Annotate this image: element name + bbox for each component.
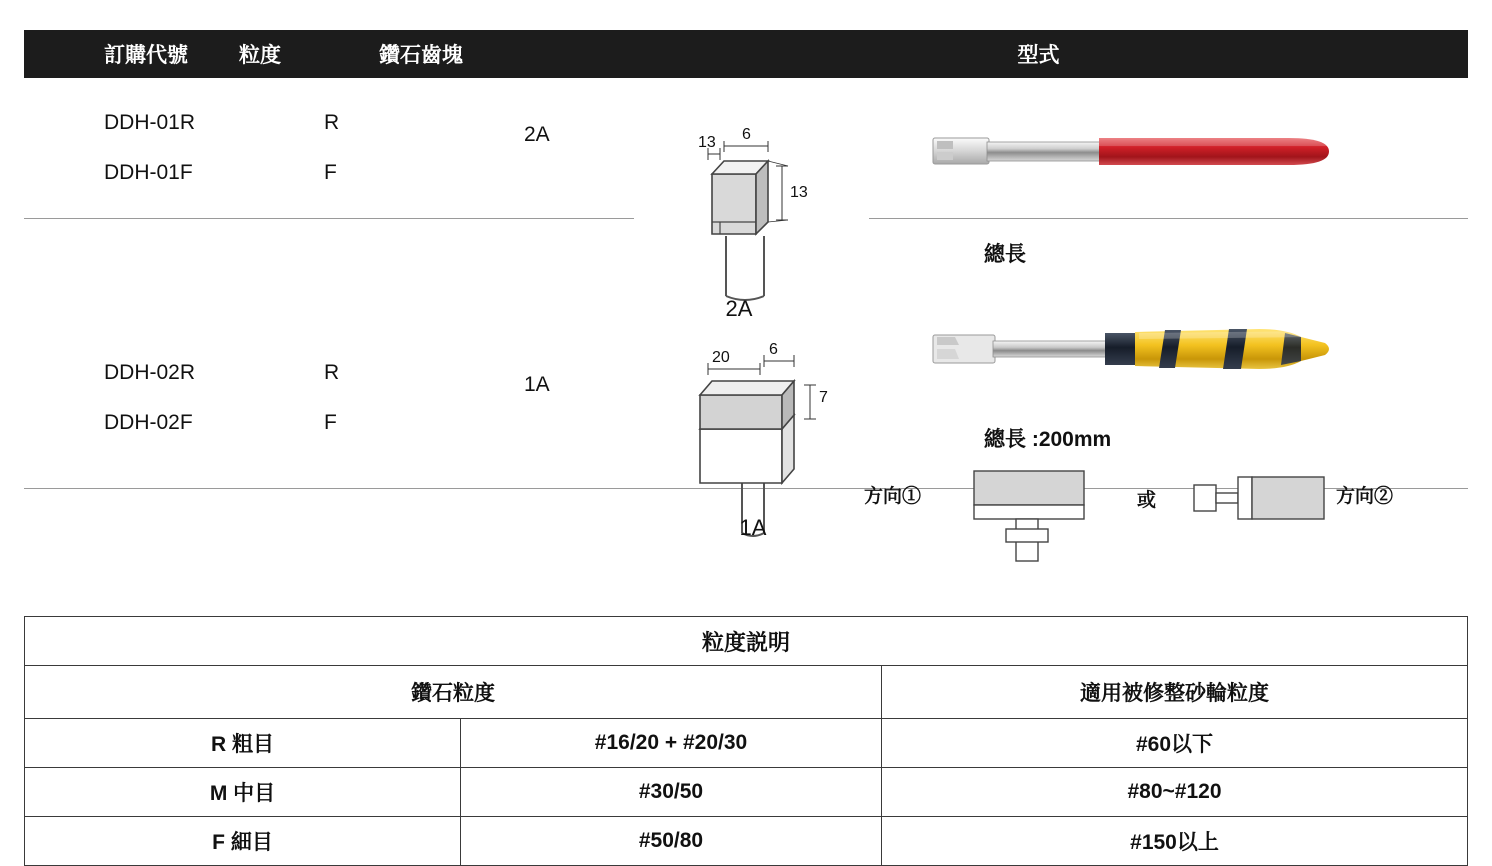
grit-mesh: #16/20 + #20/30 (461, 719, 882, 768)
table-row (25, 768, 1468, 817)
sketch-1a (664, 333, 894, 548)
dimension-7: 7 (819, 389, 828, 406)
header-cell-block: 鑽石齒塊 (379, 44, 463, 67)
grit-mesh: #50/80 (461, 817, 882, 866)
dimension-20: 20 (712, 349, 730, 366)
direction-label-2: 方向② (1336, 486, 1394, 507)
grit-value: R (324, 361, 340, 384)
dimension-13-side: 13 (790, 184, 808, 201)
grit-wheel: #150以上 (882, 817, 1468, 866)
table-row (25, 817, 1468, 866)
tool-image-yellow-handle (929, 323, 1349, 393)
grit-grade: M 中目 (25, 768, 461, 817)
tool-caption-1: 總長 (984, 243, 1026, 266)
header-cell-type: 型式 (1017, 44, 1060, 67)
grit-value: R (324, 111, 340, 134)
direction-label-1: 方向① (864, 486, 922, 507)
product-table-body (24, 78, 1468, 540)
grit-grade: F 細目 (25, 817, 461, 866)
sketch-label-2a: 2A (725, 296, 753, 321)
grit-table-title-row (25, 617, 1468, 666)
direction-diagrams-drawing (864, 463, 1464, 573)
grit-cell (324, 98, 444, 198)
grit-description-table (24, 616, 1468, 866)
sketch-label-1a: 1A (739, 515, 767, 540)
grit-grade: R 粗目 (25, 719, 461, 768)
grit-value: F (324, 411, 337, 434)
grit-table-subheader-row (25, 666, 1468, 719)
order-code: DDH-02R (104, 361, 196, 384)
grit-wheel: #80~#120 (882, 768, 1468, 817)
grit-wheel: #60以下 (882, 719, 1468, 768)
dresser-yellow-drawing (929, 323, 1349, 393)
dimension-6: 6 (742, 126, 751, 143)
block-type-cell: 1A (524, 373, 550, 396)
order-code: DDH-01F (104, 161, 193, 184)
order-code: DDH-02F (104, 411, 193, 434)
order-code: DDH-01R (104, 111, 196, 134)
product-table-header (24, 30, 1468, 78)
grit-mesh: #30/50 (461, 768, 882, 817)
sketch-2a (664, 126, 879, 326)
grit-subheader-wheel: 適用被修整砂輪粒度 (882, 666, 1468, 719)
dimension-6: 6 (769, 341, 778, 358)
order-code-cell (104, 98, 284, 198)
tool-image-red-handle (929, 126, 1349, 196)
dimension-13-top: 13 (698, 134, 716, 151)
product-table (24, 30, 1468, 540)
grit-table-title: 粒度説明 (25, 617, 1468, 666)
table-row (25, 719, 1468, 768)
grit-subheader-diamond: 鑽石粒度 (25, 666, 882, 719)
block-type-cell: 2A (524, 123, 550, 146)
tool-caption-2: 總長 :200mm (984, 428, 1112, 451)
header-cell-code: 訂購代號 (104, 44, 188, 67)
grit-value: F (324, 161, 337, 184)
order-code-cell (104, 348, 284, 448)
direction-label-or: 或 (1137, 490, 1157, 511)
header-cell-grit: 粒度 (239, 44, 281, 67)
dresser-red-drawing (929, 126, 1349, 196)
grit-cell (324, 348, 444, 448)
direction-diagram-group (864, 463, 1464, 573)
